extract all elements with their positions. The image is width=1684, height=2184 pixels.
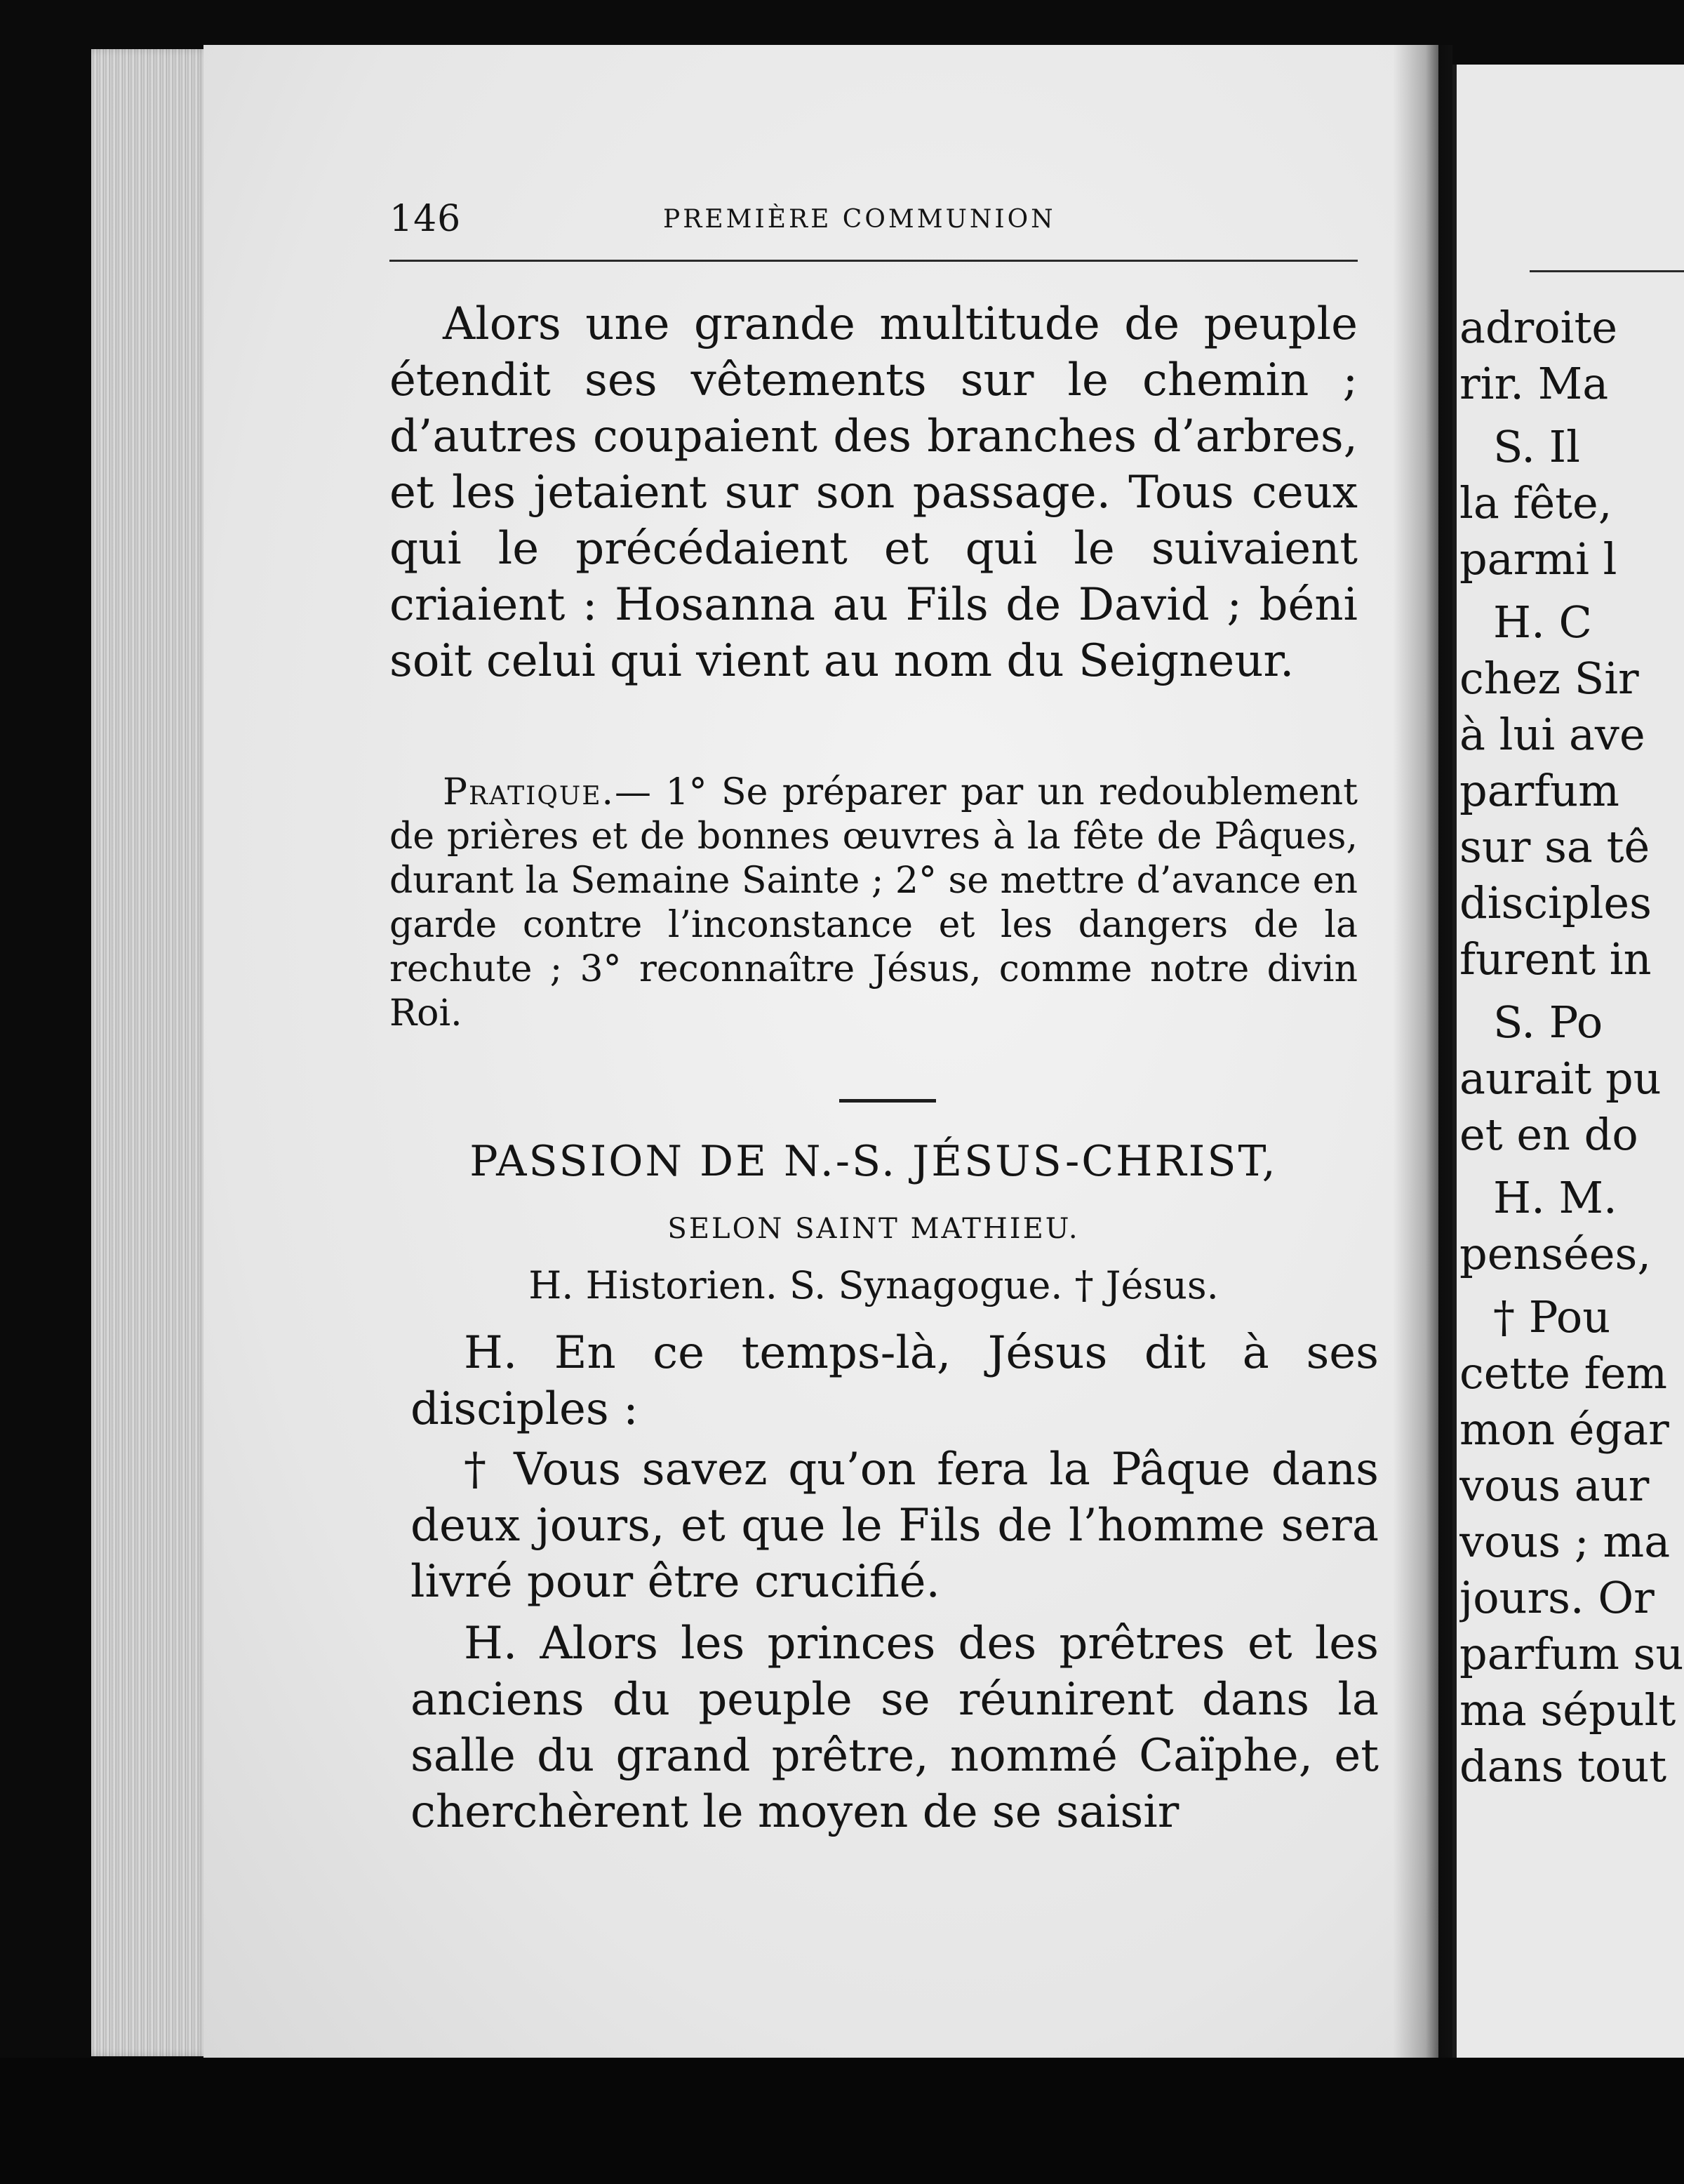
right-line: la fête, bbox=[1459, 477, 1612, 528]
page-number: 146 bbox=[389, 198, 462, 240]
section-subtitle: SELON SAINT MATHIEU. bbox=[667, 1213, 1080, 1245]
right-line: vous ; ma bbox=[1459, 1516, 1671, 1567]
right-page-text bbox=[1459, 302, 1684, 1846]
section-divider bbox=[839, 1099, 936, 1103]
right-line: jours. Or bbox=[1459, 1572, 1655, 1623]
right-line: parfum su bbox=[1459, 1628, 1684, 1679]
book-gutter bbox=[1393, 45, 1452, 2058]
right-line: vous aur bbox=[1459, 1460, 1650, 1511]
pratique-paragraph bbox=[389, 771, 1358, 1036]
right-line: pensées, bbox=[1459, 1228, 1652, 1279]
right-line: H. M. bbox=[1493, 1172, 1617, 1223]
right-line: H. C bbox=[1493, 597, 1592, 648]
speaker-legend: H. Historien. S. Synagogue. † Jésus. bbox=[528, 1263, 1219, 1307]
right-line: rir. Ma bbox=[1459, 358, 1609, 409]
right-line: et en do bbox=[1459, 1109, 1638, 1160]
pratique-text: — 1° Se préparer par un redoublement de prières et de bonnes œuvres à la fête de Pâques, durant la Semaine Sainte ; 2° se mettre d’avance en garde contre l’inconstance et les dangers de la rechute ; 3° reconnaître Jésus, comme notre divin Roi. bbox=[389, 771, 1358, 1034]
right-line: S. Il bbox=[1493, 421, 1580, 472]
background-shadow bbox=[0, 2058, 1684, 2184]
right-line: à lui ave bbox=[1459, 709, 1645, 760]
right-line: aurait pu bbox=[1459, 1053, 1662, 1104]
right-line: sur sa tê bbox=[1459, 821, 1650, 872]
right-line: disciples bbox=[1459, 877, 1652, 928]
passage-historian-1: H. En ce temps-là, Jésus dit à ses disciples : bbox=[410, 1327, 1379, 1435]
header-rule bbox=[389, 260, 1358, 262]
right-line: dans tout bbox=[1459, 1740, 1667, 1792]
page-edge-stack bbox=[91, 49, 210, 2056]
right-line: furent in bbox=[1459, 933, 1652, 985]
right-line: parmi l bbox=[1459, 533, 1617, 585]
passage-jesus-1: † Vous savez qu’on fera la Pâque dans deux jours, et que le Fils de l’homme sera livré pour être crucifié. bbox=[410, 1444, 1379, 1608]
right-line: S. Po bbox=[1493, 997, 1603, 1048]
right-line: adroite bbox=[1459, 302, 1618, 353]
right-line: parfum bbox=[1459, 765, 1619, 816]
right-line: † Pou bbox=[1493, 1291, 1611, 1343]
right-header-rule bbox=[1530, 270, 1684, 272]
paragraph-palm-procession: Alors une grande multitude de peuple étendit ses vêtements sur le chemin ; d’autres coupaient des branches d’arbres, et les jetaient sur son passage. Tous ceux qui le précédaient et qui le suivaient criaient : Hosanna au Fils de David ; béni soit celui qui vient au nom du Seigneur. bbox=[389, 298, 1358, 687]
passage-historian-2: H. Alors les princes des prêtres et les anciens du peuple se réunirent dans la salle du grand prêtre, nommé Caïphe, et cherchèrent le moyen de se saisir bbox=[410, 1618, 1379, 1838]
right-line: ma sépult bbox=[1459, 1684, 1676, 1736]
running-title: PREMIÈRE COMMUNION bbox=[663, 205, 1056, 234]
right-line: cette fem bbox=[1459, 1347, 1668, 1399]
section-title: PASSION DE N.-S. JÉSUS-CHRIST, bbox=[469, 1137, 1278, 1186]
pratique-label: Pratique. bbox=[443, 771, 615, 813]
right-line: chez Sir bbox=[1459, 653, 1639, 704]
right-line: mon égar bbox=[1459, 1404, 1669, 1455]
